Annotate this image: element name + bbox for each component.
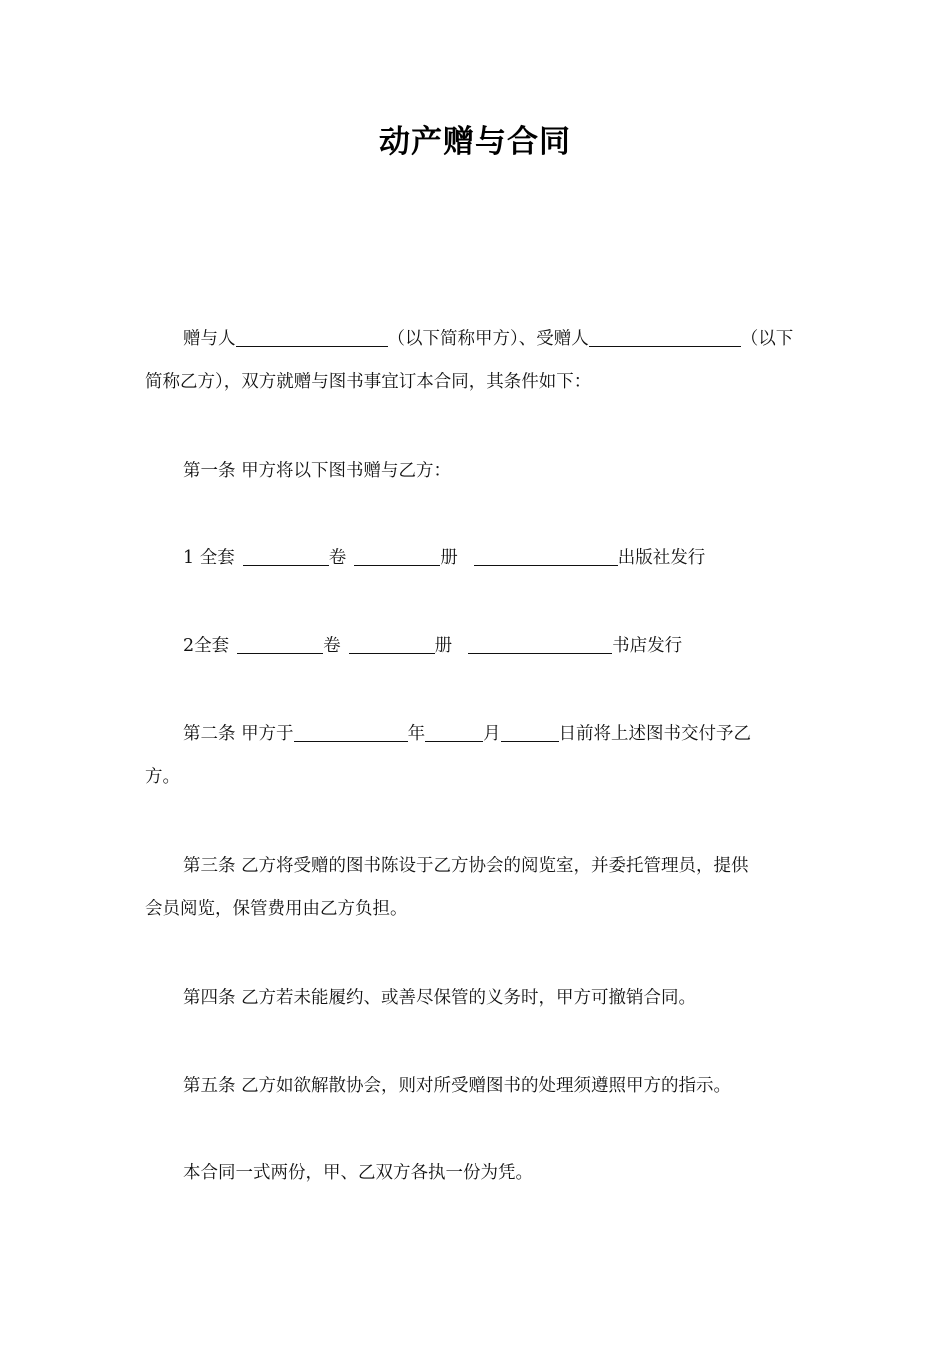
item-1-publisher-blank[interactable] [474,547,618,566]
article-5-text: 第五条 乙方如欲解散协会，则对所受赠图书的处理须遵照甲方的指示。 [183,1076,732,1096]
item-1-book-label: 册 [440,548,458,568]
intro-line-2: 简称乙方），双方就赠与图书事宜订本合同，其条件如下： [145,372,592,392]
recipient-suffix: （以下 [740,329,794,349]
article-2-line-2: 方。 [145,767,180,787]
item-1-volume-blank[interactable] [243,547,329,566]
item-2-volume-label: 卷 [323,636,341,656]
item-2-store-blank[interactable] [468,635,612,654]
item-1-book-blank[interactable] [354,547,440,566]
item-1-line [145,537,810,580]
item-2-line [145,625,810,668]
recipient-label: 受赠人 [536,329,589,349]
item-2 [145,625,810,668]
donor-suffix: （以下简称甲方）、 [387,329,537,349]
year-blank[interactable] [294,723,408,742]
item-2-suffix: 书店发行 [612,636,683,656]
article-2-suffix: 日前将上述图书交付予乙 [558,724,752,744]
closing-paragraph [145,1152,810,1195]
article-3-line-1: 第三条 乙方将受赠的图书陈设于乙方协会的阅览室，并委托管理员，提供 [183,856,749,876]
recipient-blank[interactable] [589,328,741,347]
article-2-prefix: 第二条 甲方于 [183,724,294,744]
article-2-line-1 [145,713,810,756]
day-blank[interactable] [501,723,559,742]
closing-text: 本合同一式两份，甲、乙双方各执一份为凭。 [183,1163,533,1183]
article-3-line-2: 会员阅览，保管费用由乙方负担。 [145,899,408,919]
item-1-volume-label: 卷 [328,548,347,568]
month-label: 月 [483,724,501,744]
item-2-prefix: 2全套 [183,636,230,656]
item-2-book-blank[interactable] [349,635,435,654]
item-1-suffix: 出版社发行 [617,548,706,568]
article-1 [145,450,810,493]
month-blank[interactable] [425,723,483,742]
article-4 [145,977,810,1020]
donor-blank[interactable] [236,328,388,347]
article-1-text: 第一条 甲方将以下图书赠与乙方： [183,461,452,481]
item-2-book-label: 册 [434,636,453,656]
article-5 [145,1065,810,1108]
article-4-text: 第四条 乙方若未能履约、或善尽保管的义务时，甲方可撤销合同。 [183,988,697,1008]
intro-paragraph [145,318,810,404]
item-2-volume-blank[interactable] [237,635,323,654]
item-1-prefix: 1 全套 [183,548,235,568]
year-label: 年 [407,724,426,744]
article-2 [145,713,810,799]
intro-line-1 [145,318,810,361]
item-1 [145,537,810,580]
document-title: 动产赠与合同 [379,124,571,160]
donor-label: 赠与人 [183,329,236,349]
article-3 [145,845,810,931]
